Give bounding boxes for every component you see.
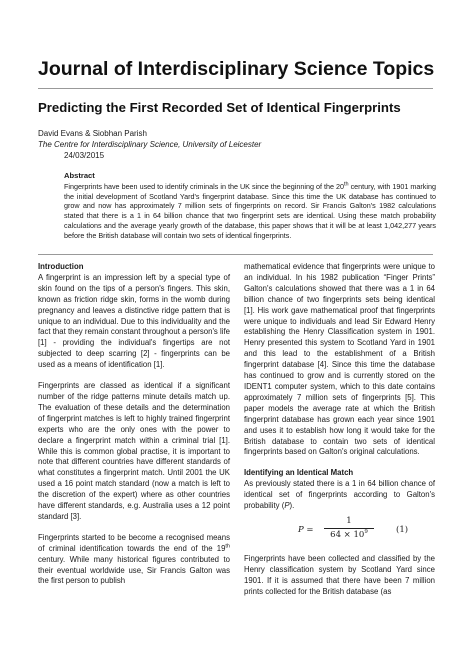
authors: David Evans & Siobhan Parish bbox=[38, 129, 147, 138]
equation bbox=[244, 516, 435, 546]
body-paragraph: Fingerprints have been collected and classified by the Henry classification system by Scotland Yard since 1901. If it is assumed that there have been 7 million prints collected for the British database (as bbox=[244, 553, 435, 596]
introduction-heading: Introduction bbox=[38, 262, 84, 271]
abstract-text: Fingerprints have been used to identify criminals in the UK since the beginning of the 20th century, with 1901 marking the initial development of Scotland Yard's fingerprint database. Since this time the UK database has continued to grow and now has approximately 7 million sets of fingerprints on record. Sir Francis Galton's 1982 calculations stated that there is a 1 in 64 billion chance that two fingerprint sets are identical. Using these match probability calculations and the average yearly growth of the database, this paper shows that it will be at least 1,042,277 years before the British database will contain two sets of identical fingerprints. bbox=[64, 181, 436, 240]
equation-lhs: P = bbox=[298, 524, 314, 535]
equation-numerator: 1 bbox=[346, 515, 352, 526]
body-paragraph: Fingerprints started to be become a recognised means of criminal identification towards the end of the 19th century. While many historical figures contributed to their eventual worldwide use, Sir Francis Galton was the first person to publish bbox=[38, 532, 230, 586]
abstract-heading: Abstract bbox=[64, 171, 95, 180]
paper-title: Predicting the First Recorded Set of Identical Fingerprints bbox=[38, 100, 401, 115]
abstract-rule bbox=[38, 254, 433, 255]
body-paragraph: As previously stated there is a 1 in 64 billion chance of identical set of fingerprints according to Galton's probability (P). bbox=[244, 479, 435, 511]
body-paragraph: mathematical evidence that fingerprints were unique to an individual. In his 1982 publication “Finger Prints” Galton's calculations showed that there was a 1 in 64 billion chance of two fingerprints sets being identical [1]. His work gave mathematical proof that fingerprints were unique to individuals and lead Sir Edward Henry establishing the Henry Classification system in 1901. Henry presented this system to Scotland Yard in 1901 and this lead to the establishment of a British fingerprint database [4]. Since this time the database has continued to grow and is currently stored on the IDENT1 computer system, which to this date contains approximately 7 million sets of fingerprints [5]. This paper models the average rate at which the British fingerprint database has grown each year since 1901 and uses it to establish how long it would take for the British database to contain two sets of identical fingerprints based on Galton's original calculations. bbox=[244, 262, 435, 457]
journal-title: Journal of Interdisciplinary Science Topics bbox=[38, 58, 435, 80]
equation-number: (1) bbox=[396, 524, 409, 535]
equation-fraction bbox=[324, 516, 374, 541]
section-heading: Identifying an Identical Match bbox=[244, 468, 354, 478]
introduction-paragraph: A fingerprint is an impression left by a special type of skin found on the tips of a person's fingers. This skin, known as friction ridge skin, forms in the womb during pregnancy and leaves a distinctive ridge pattern that is unique to an individual. Due to this individuality and the fact that they remain constant throughout a person's life [1] - providing the individual's fingertips are not subjected to deep scarring [2] - fingerprints can be used as a means of identification [1]. bbox=[38, 272, 230, 370]
equation-denominator: $64 \times 10^9$ bbox=[330, 529, 368, 540]
publication-date: 24/03/2015 bbox=[64, 151, 105, 160]
body-paragraph: Fingerprints are classed as identical if a significant number of the ridge patterns minute details match up. The evaluation of these details and the determination of fingerprint matches is left to highly trained fingerprint experts who are the only ones with the power to declare a fingerprint match within a criminal trial [1]. While this is common global practise, it is important to note that different countries have different standards of what constitutes a fingerprint match. Until 2001 the UK used a 16 point match standard (now a match is left to the discretion of the expert) where as other countries have different standards, e.g. Australia uses a 12 point standard [3]. bbox=[38, 381, 230, 521]
affiliation: The Centre for Interdisciplinary Science, University of Leicester bbox=[38, 140, 262, 149]
header-rule bbox=[38, 88, 433, 89]
right-column bbox=[244, 262, 435, 608]
abstract bbox=[64, 171, 436, 241]
author-block bbox=[38, 128, 261, 161]
left-column bbox=[38, 262, 230, 597]
